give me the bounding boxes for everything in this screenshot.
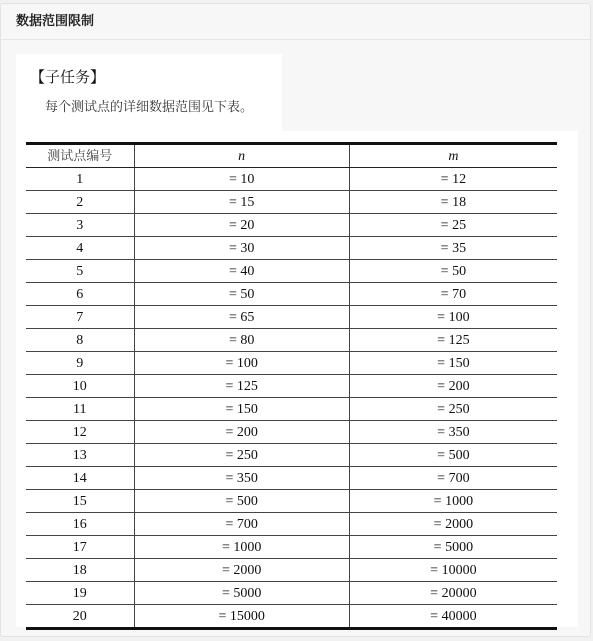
table-row [26, 214, 557, 237]
cell-m: = 10000 [349, 559, 557, 582]
cell-test-id: 12 [26, 421, 134, 444]
table-row [26, 352, 557, 375]
cell-m: = 25 [349, 214, 557, 237]
cell-m: = 2000 [349, 513, 557, 536]
table-row [26, 260, 557, 283]
subtask-title: 【子任务】 [30, 68, 106, 86]
cell-test-id: 13 [26, 444, 134, 467]
table-row [26, 237, 557, 260]
cell-n: = 700 [134, 513, 349, 536]
cell-test-id: 11 [26, 398, 134, 421]
cell-m: = 35 [349, 237, 557, 260]
cell-m: = 70 [349, 283, 557, 306]
panel-title: 数据范围限制 [1, 4, 590, 40]
cell-test-id: 14 [26, 467, 134, 490]
cell-test-id: 8 [26, 329, 134, 352]
cell-test-id: 16 [26, 513, 134, 536]
cell-n: = 5000 [134, 582, 349, 605]
cell-n: = 1000 [134, 536, 349, 559]
cell-m: = 700 [349, 467, 557, 490]
header-m: m [349, 144, 557, 168]
cell-test-id: 6 [26, 283, 134, 306]
table-row [26, 421, 557, 444]
table-row [26, 559, 557, 582]
cell-n: = 500 [134, 490, 349, 513]
table-row [26, 375, 557, 398]
cell-n: = 10 [134, 168, 349, 191]
cell-test-id: 15 [26, 490, 134, 513]
cell-n: = 40 [134, 260, 349, 283]
cell-n: = 15000 [134, 605, 349, 629]
table-row [26, 513, 557, 536]
cell-m: = 100 [349, 306, 557, 329]
cell-n: = 150 [134, 398, 349, 421]
cell-m: = 5000 [349, 536, 557, 559]
table-row [26, 168, 557, 191]
cell-test-id: 19 [26, 582, 134, 605]
cell-n: = 2000 [134, 559, 349, 582]
cell-test-id: 2 [26, 191, 134, 214]
limits-table [26, 142, 557, 630]
cell-test-id: 18 [26, 559, 134, 582]
cell-test-id: 3 [26, 214, 134, 237]
cell-test-id: 10 [26, 375, 134, 398]
limits-table-image [16, 131, 578, 627]
cell-m: = 20000 [349, 582, 557, 605]
cell-test-id: 5 [26, 260, 134, 283]
cell-n: = 80 [134, 329, 349, 352]
header-n: n [134, 144, 349, 168]
subtask-description: 每个测试点的详细数据范围见下表。 [45, 100, 254, 115]
cell-n: = 250 [134, 444, 349, 467]
cell-n: = 20 [134, 214, 349, 237]
cell-n: = 100 [134, 352, 349, 375]
cell-m: = 500 [349, 444, 557, 467]
cell-test-id: 1 [26, 168, 134, 191]
cell-m: = 50 [349, 260, 557, 283]
table-row [26, 398, 557, 421]
cell-m: = 1000 [349, 490, 557, 513]
cell-m: = 250 [349, 398, 557, 421]
cell-n: = 65 [134, 306, 349, 329]
cell-test-id: 9 [26, 352, 134, 375]
cell-test-id: 17 [26, 536, 134, 559]
data-range-panel [0, 3, 591, 637]
table-body [26, 168, 557, 629]
cell-m: = 40000 [349, 605, 557, 629]
cell-n: = 200 [134, 421, 349, 444]
cell-test-id: 20 [26, 605, 134, 629]
cell-n: = 125 [134, 375, 349, 398]
cell-m: = 125 [349, 329, 557, 352]
table-row [26, 329, 557, 352]
cell-m: = 18 [349, 191, 557, 214]
table-row [26, 582, 557, 605]
cell-test-id: 4 [26, 237, 134, 260]
table-row [26, 490, 557, 513]
table-row [26, 191, 557, 214]
table-row [26, 283, 557, 306]
cell-m: = 150 [349, 352, 557, 375]
subtask-image [16, 54, 282, 134]
table-header-row [26, 144, 557, 168]
table-row [26, 605, 557, 629]
cell-n: = 15 [134, 191, 349, 214]
cell-m: = 200 [349, 375, 557, 398]
table-row [26, 536, 557, 559]
cell-n: = 30 [134, 237, 349, 260]
table-row [26, 444, 557, 467]
table-row [26, 467, 557, 490]
cell-n: = 350 [134, 467, 349, 490]
table-row [26, 306, 557, 329]
cell-m: = 12 [349, 168, 557, 191]
header-test-id: 测试点编号 [26, 144, 134, 168]
cell-m: = 350 [349, 421, 557, 444]
cell-test-id: 7 [26, 306, 134, 329]
cell-n: = 50 [134, 283, 349, 306]
